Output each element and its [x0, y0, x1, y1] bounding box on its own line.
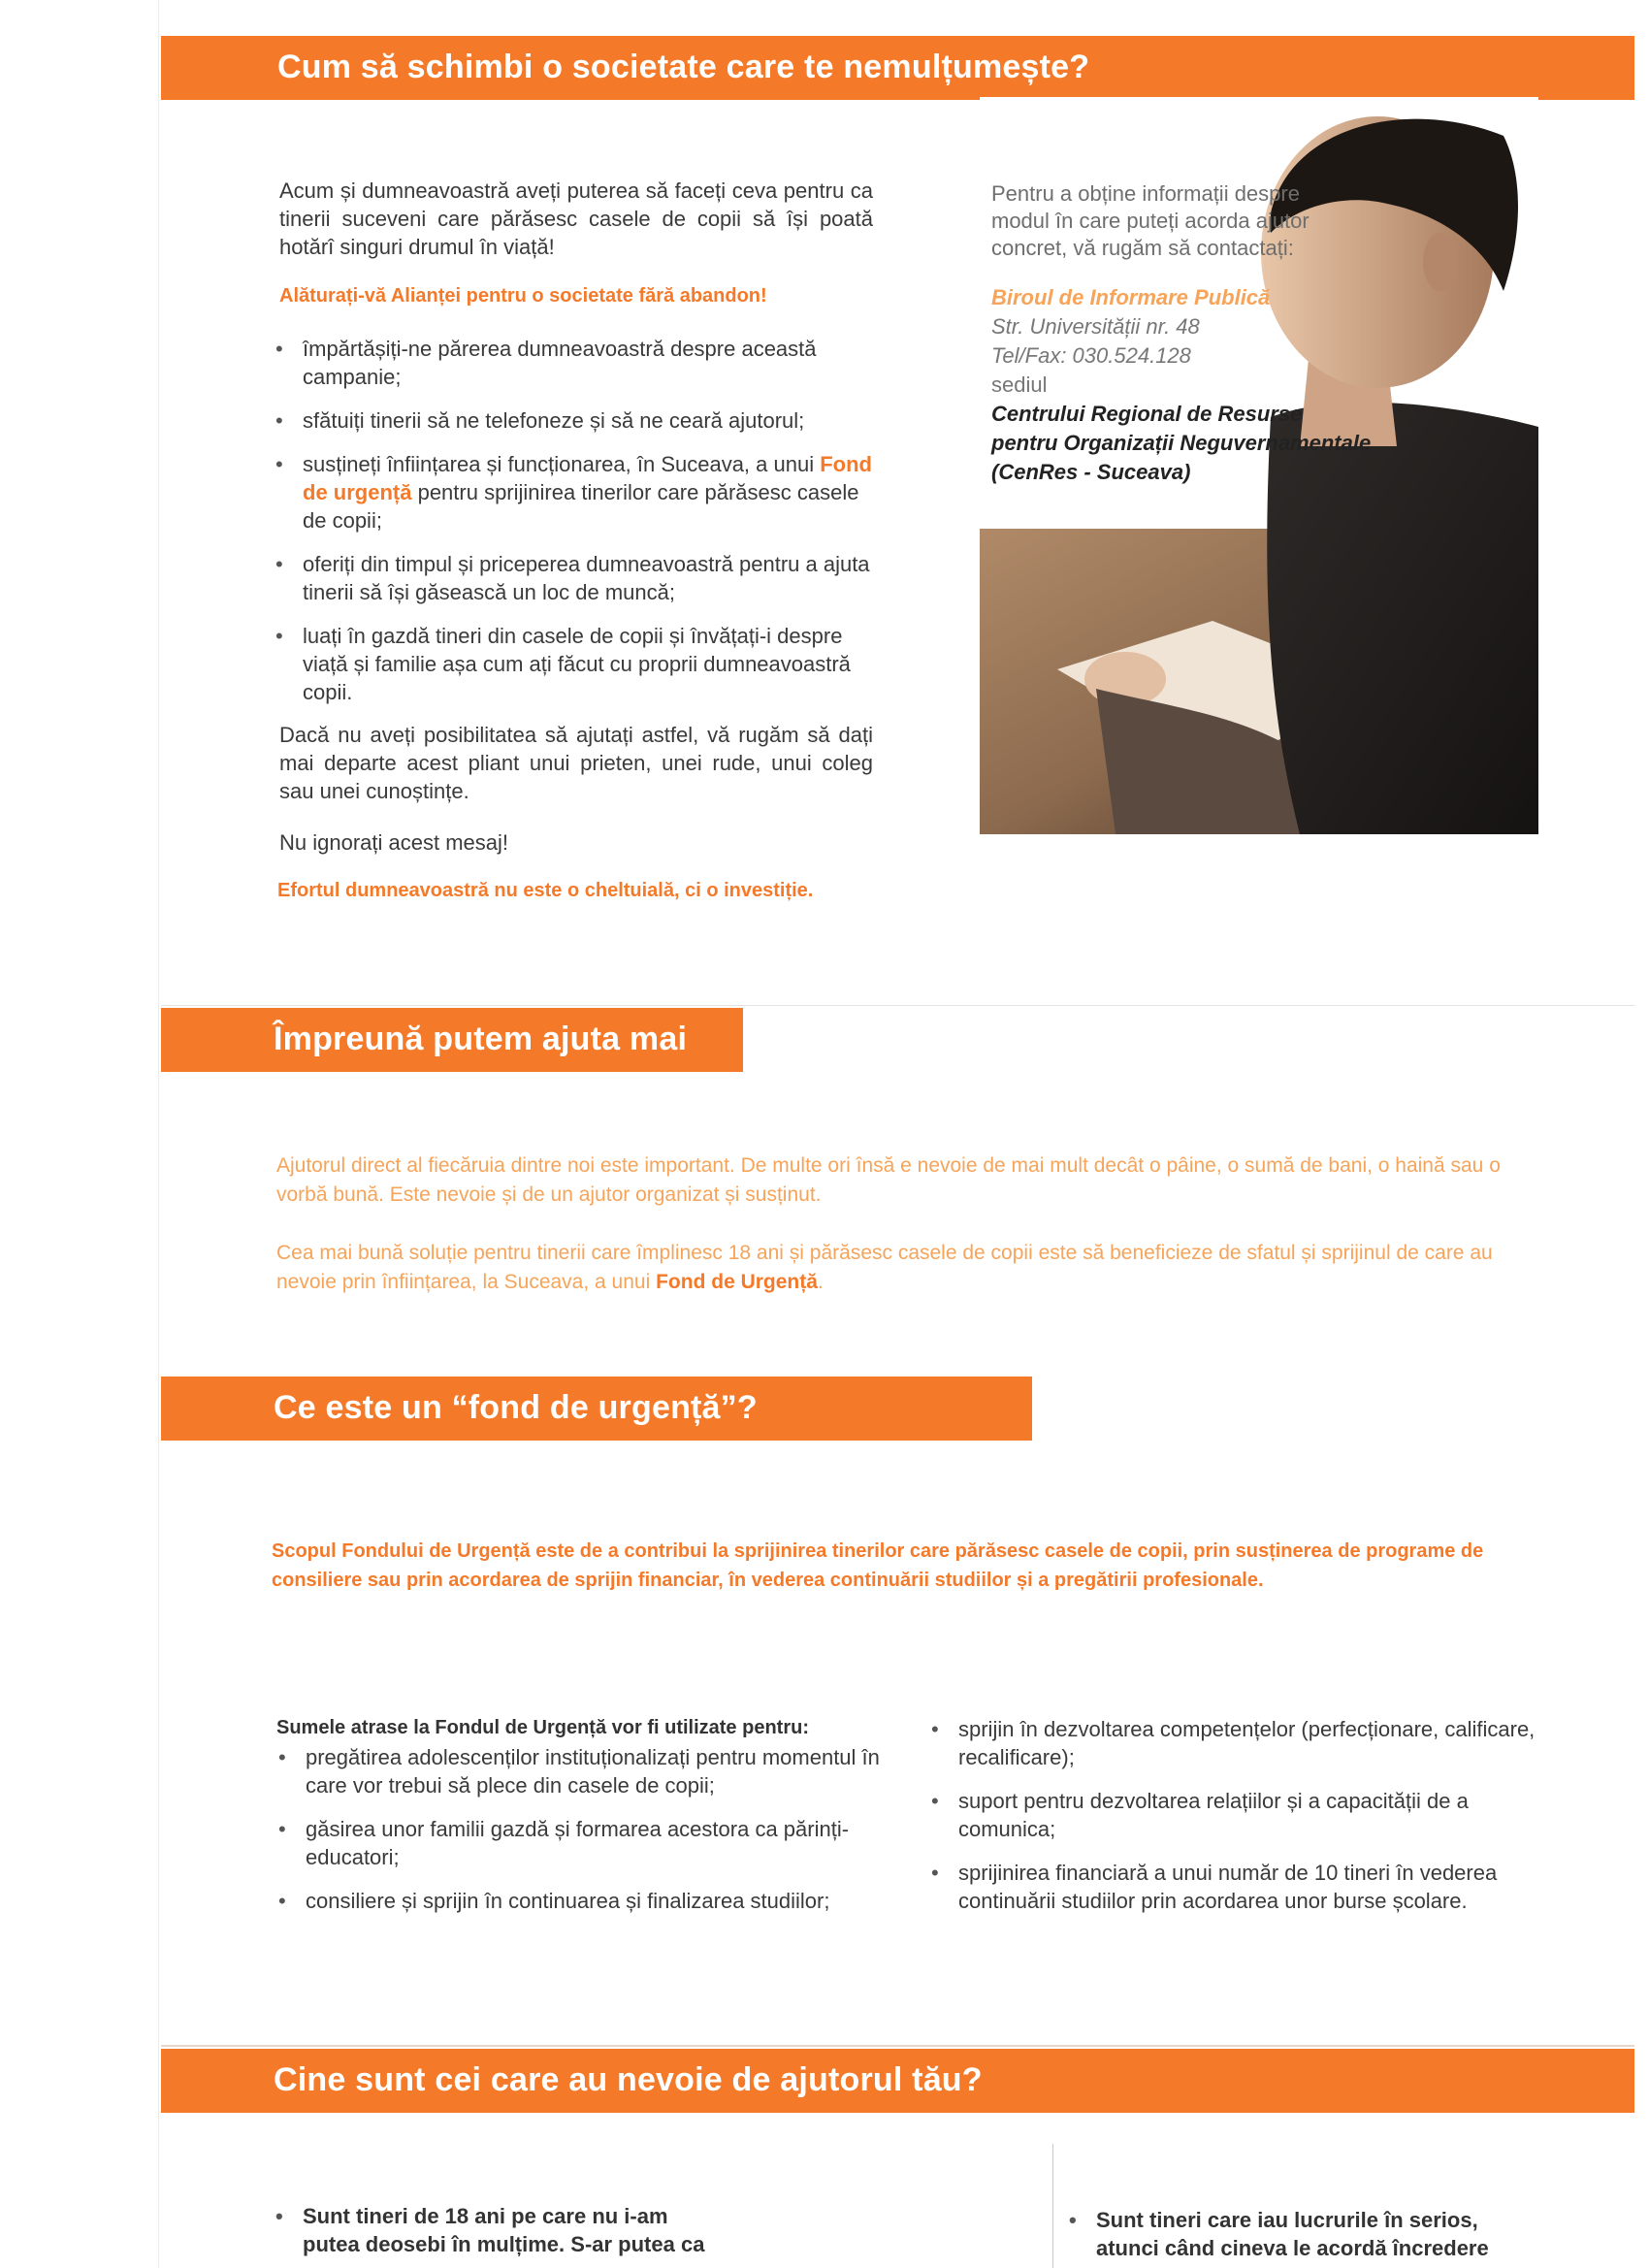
organization-name-line3: (CenRes - Suceava) [991, 460, 1191, 484]
solution-paragraph: Cea mai bună soluție pentru tinerii care împlinesc 18 ani și părăsesc casele de copii este să beneficieze de sfatul și sprijinul de care au nevoie prin înființarea, la Suceava, a unui Fond de Urgență. [276, 1242, 1493, 1293]
warning-line: Nu ignorați acest mesaj! [279, 830, 508, 855]
list-item: • oferiți din timpul și priceperea dumneavoastră pentru a ajuta tinerii să își găsească un loc de muncă; [274, 550, 875, 606]
list-item: • pregătirea adolescenților instituționalizați pentru momentul în care vor trebui să plece din casele de copii; [276, 1743, 897, 1799]
list-item: • Sunt tineri care iau lucrurile în serios, atunci când cineva le acordă încredere [1067, 2206, 1649, 2262]
section-title: Cum să schimbi o societate care te nemulțumește? [277, 49, 1090, 85]
needs-list-left [274, 2202, 894, 2258]
fund-highlight: Fond de urgență [303, 452, 872, 504]
office-seat-label: sediul [991, 373, 1048, 397]
organization-name-line1: Centrului Regional de Resurse [991, 402, 1303, 426]
section-title: Împreună putem ajuta mai mult [274, 1021, 688, 1119]
fund-purpose: Scopul Fondului de Urgență este de a contribui la sprijinirea tinerilor care părăsesc casele de copii, prin susținerea de programe de consiliere sau prin acordarea de sprijin financiar, în vederea continuării studiilor și a pregătirii profesionale. [272, 1540, 1484, 1591]
fold-crease [1052, 2144, 1053, 2268]
usage-heading: Sumele atrase la Fondul de Urgență vor fi utilizate pentru: [276, 1717, 809, 1738]
list-item: • împărtășiți-ne părerea dumneavoastră despre această campanie; [274, 335, 875, 391]
list-item: • suport pentru dezvoltarea relațiilor și a capacității de a comunica; [929, 1787, 1550, 1843]
office-address: Str. Universității nr. 48 [991, 314, 1200, 339]
section-title-band [161, 36, 1634, 100]
list-item: • susțineți înființarea și funcționarea, în Suceava, a unui Fond de urgență pentru sprijinirea tinerilor care părăsesc casele de copii; [274, 450, 875, 535]
fund-highlight: Fond de Urgență [656, 1271, 818, 1293]
office-phone: Tel/Fax: 030.524.128 [991, 343, 1191, 368]
list-item: • Sunt tineri de 18 ani pe care nu i-am putea deosebi în mulțime. S-ar putea ca [274, 2202, 894, 2258]
fold-line [161, 2045, 1634, 2047]
contact-block [991, 180, 1372, 487]
office-name: Biroul de Informare Publică [991, 285, 1271, 309]
contact-intro: Pentru a obține informații despre modul în care puteți acorda ajutor concret, vă rugăm să contactați: [991, 181, 1310, 260]
list-item: • sprijinirea financiară a unui număr de 10 tineri în vederea continuării studiilor prin acordarea unor burse școlare. [929, 1859, 1550, 1915]
list-item: • luați în gazdă tineri din casele de copii și învățați-i despre viață și familie așa cum ați făcut cu proprii dumneavoastră copii. [274, 622, 875, 706]
alternative-paragraph: Dacă nu aveți posibilitatea să ajutați astfel, vă rugăm să dați mai departe acest pliant unui prieten, unei rude, unui coleg sau unei cunoștințe. [279, 723, 873, 803]
section-title-band [161, 1008, 743, 1119]
list-item: • găsirea unor familii gazdă și formarea acestora ca părinți-educatori; [276, 1815, 897, 1871]
list-item: • sfătuiți tinerii să ne telefoneze și să ne ceară ajutorul; [274, 406, 875, 435]
help-paragraph: Ajutorul direct al fiecăruia dintre noi este important. De multe ori însă e nevoie de mai mult decât o pâine, o sumă de bani, o haină sau o vorbă bună. Este nevoie și de un ajutor organizat și susținut. [276, 1154, 1501, 1206]
list-item: • consiliere și sprijin în continuarea și finalizarea studiilor; [276, 1887, 897, 1915]
action-list [274, 335, 875, 706]
closing-slogan: Efortul dumneavoastră nu este o cheltuială, ci o investiție. [277, 880, 814, 901]
usage-list-left [276, 1743, 897, 1915]
fold-line [161, 1005, 1634, 1006]
needs-list-right [1067, 2206, 1649, 2262]
section-title-band [161, 2049, 1634, 2113]
call-to-action: Alăturați-vă Alianței pentru o societate fără abandon! [279, 285, 767, 307]
list-item: • sprijin în dezvoltarea competențelor (perfecționare, calificare, recalificare); [929, 1715, 1550, 1771]
organization-name-line2: pentru Organizații Neguvernamentale [991, 431, 1372, 455]
page-fold-line [158, 0, 159, 2268]
intro-paragraph: Acum și dumneavoastră aveți puterea să faceți ceva pentru ca tinerii suceveni care părăsesc casele de copii să își poată hotărî singuri drumul în viață! [279, 178, 873, 259]
section-title: Cine sunt cei care au nevoie de ajutorul tău? [274, 2061, 983, 2098]
section-title-band [161, 1377, 1032, 1441]
section-title: Ce este un “fond de urgență”? [274, 1389, 758, 1426]
usage-list-right [929, 1715, 1550, 1915]
